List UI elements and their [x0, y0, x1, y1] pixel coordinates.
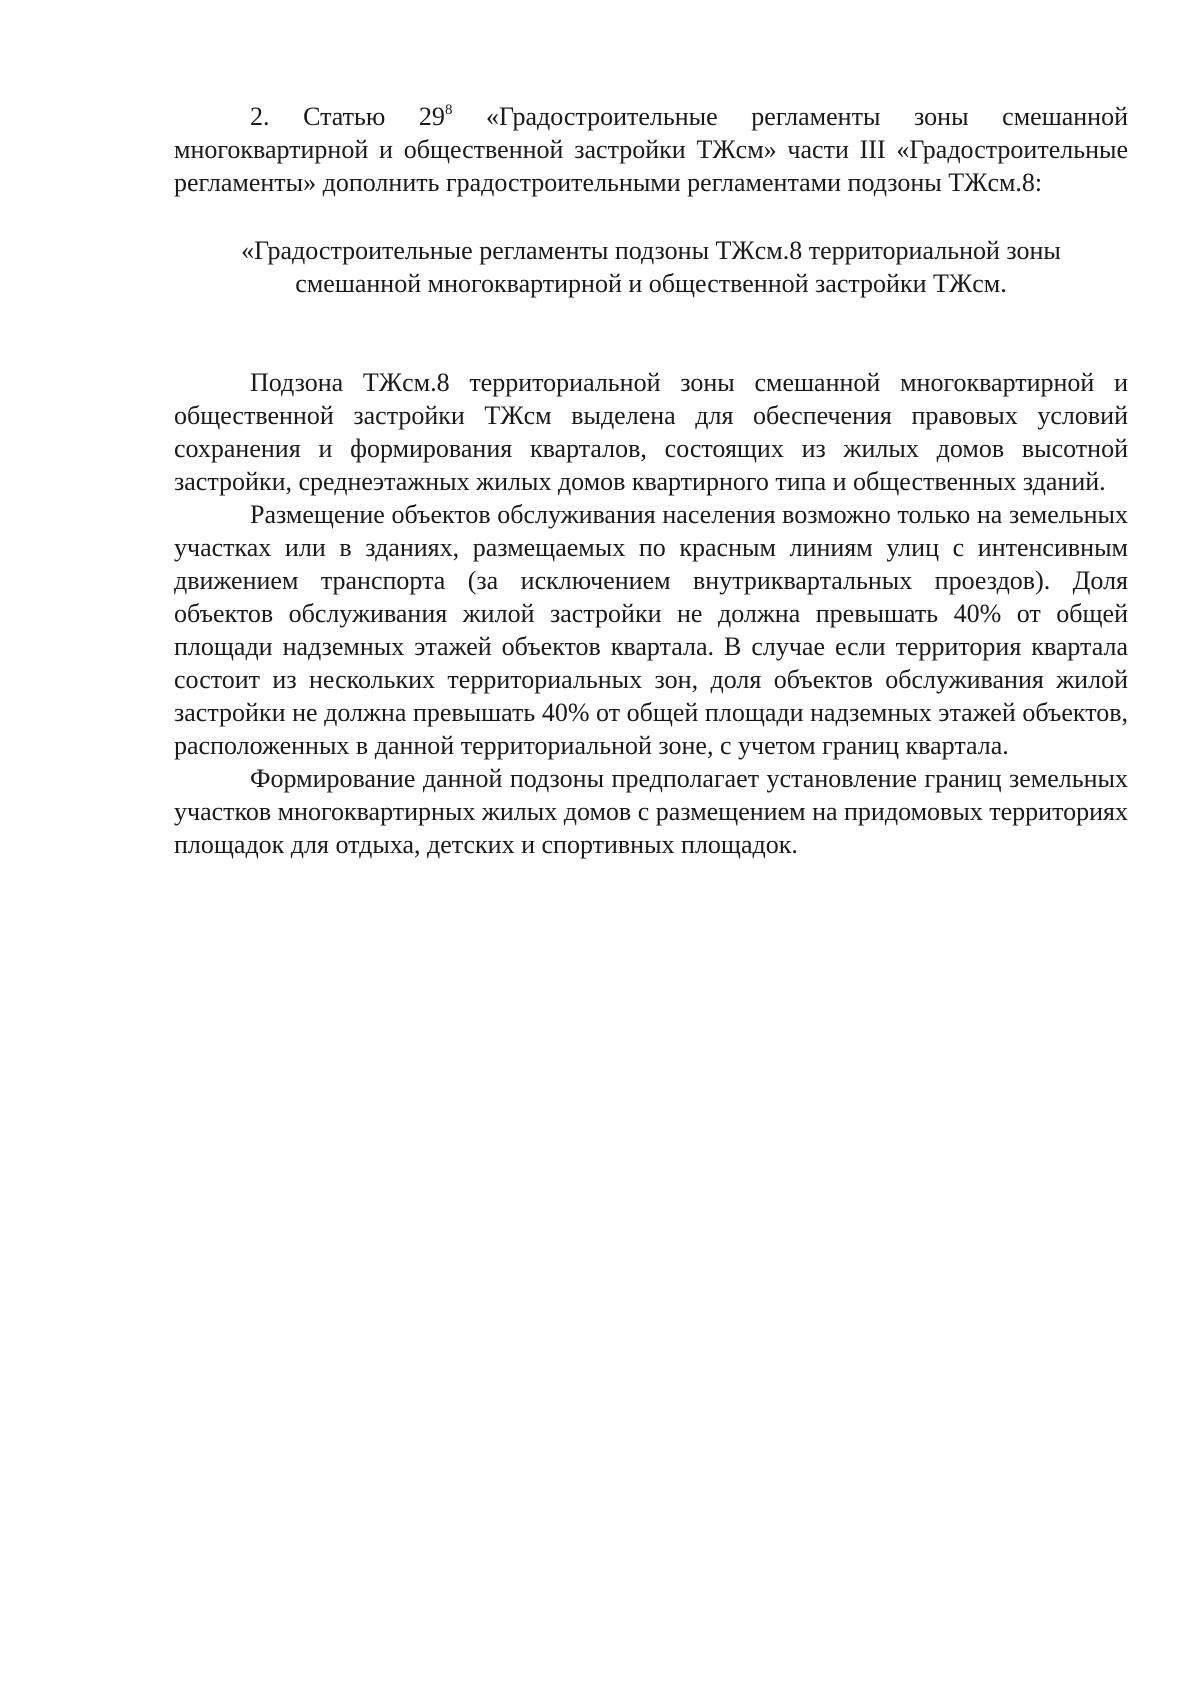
document-body	[174, 100, 1128, 861]
section-heading-line-2: смешанной многоквартирной и общественной застройки ТЖсм.	[295, 269, 1007, 298]
body-paragraph-service-objects: Размещение объектов обслуживания населения возможно только на земельных участках или в зданиях, размещаемых по красным линиям улиц с интенсивным движением транспорта (за исключением внутриквартальных проездов). Доля объектов обслуживания жилой застройки не должна превышать 40% от общей площади надземных этажей объектов квартала. В случае если территория квартала состоит из нескольких территориальных зон, доля объектов обслуживания жилой застройки не должна превышать 40% от общей площади надземных этажей объектов, расположенных в данной территориальной зоне, с учетом границ квартала.	[174, 500, 1128, 760]
amendment-intro-rest: «Градостроительные регламенты зоны смешанной многоквартирной и общественной застройки ТЖсм» части III «Градостроительные регламенты» дополнить градостроительными регламентами подзоны ТЖсм.8:	[174, 102, 1128, 197]
section-heading	[174, 234, 1128, 300]
heading-spacer	[174, 300, 1128, 366]
section-heading-line-1: «Градостроительные регламенты подзоны ТЖсм.8 территориальной зоны	[241, 236, 1061, 265]
article-number-superscript: 8	[444, 102, 453, 118]
amendment-intro-start: 2. Статью 29	[250, 102, 445, 131]
body-paragraph-subzone-formation: Формирование данной подзоны предполагает установление границ земельных участков многоквартирных жилых домов с размещением на придомовых территориях площадок для отдыха, детских и спортивных площадок.	[174, 764, 1128, 859]
amendment-intro-paragraph	[174, 100, 1128, 199]
body-paragraph-subzone-purpose: Подзона ТЖсм.8 территориальной зоны смешанной многоквартирной и общественной застройки ТЖсм выделена для обеспечения правовых условий сохранения и формирования кварталов, состоящих из жилых домов высотной застройки, среднеэтажных жилых домов квартирного типа и общественных зданий.	[174, 368, 1128, 496]
